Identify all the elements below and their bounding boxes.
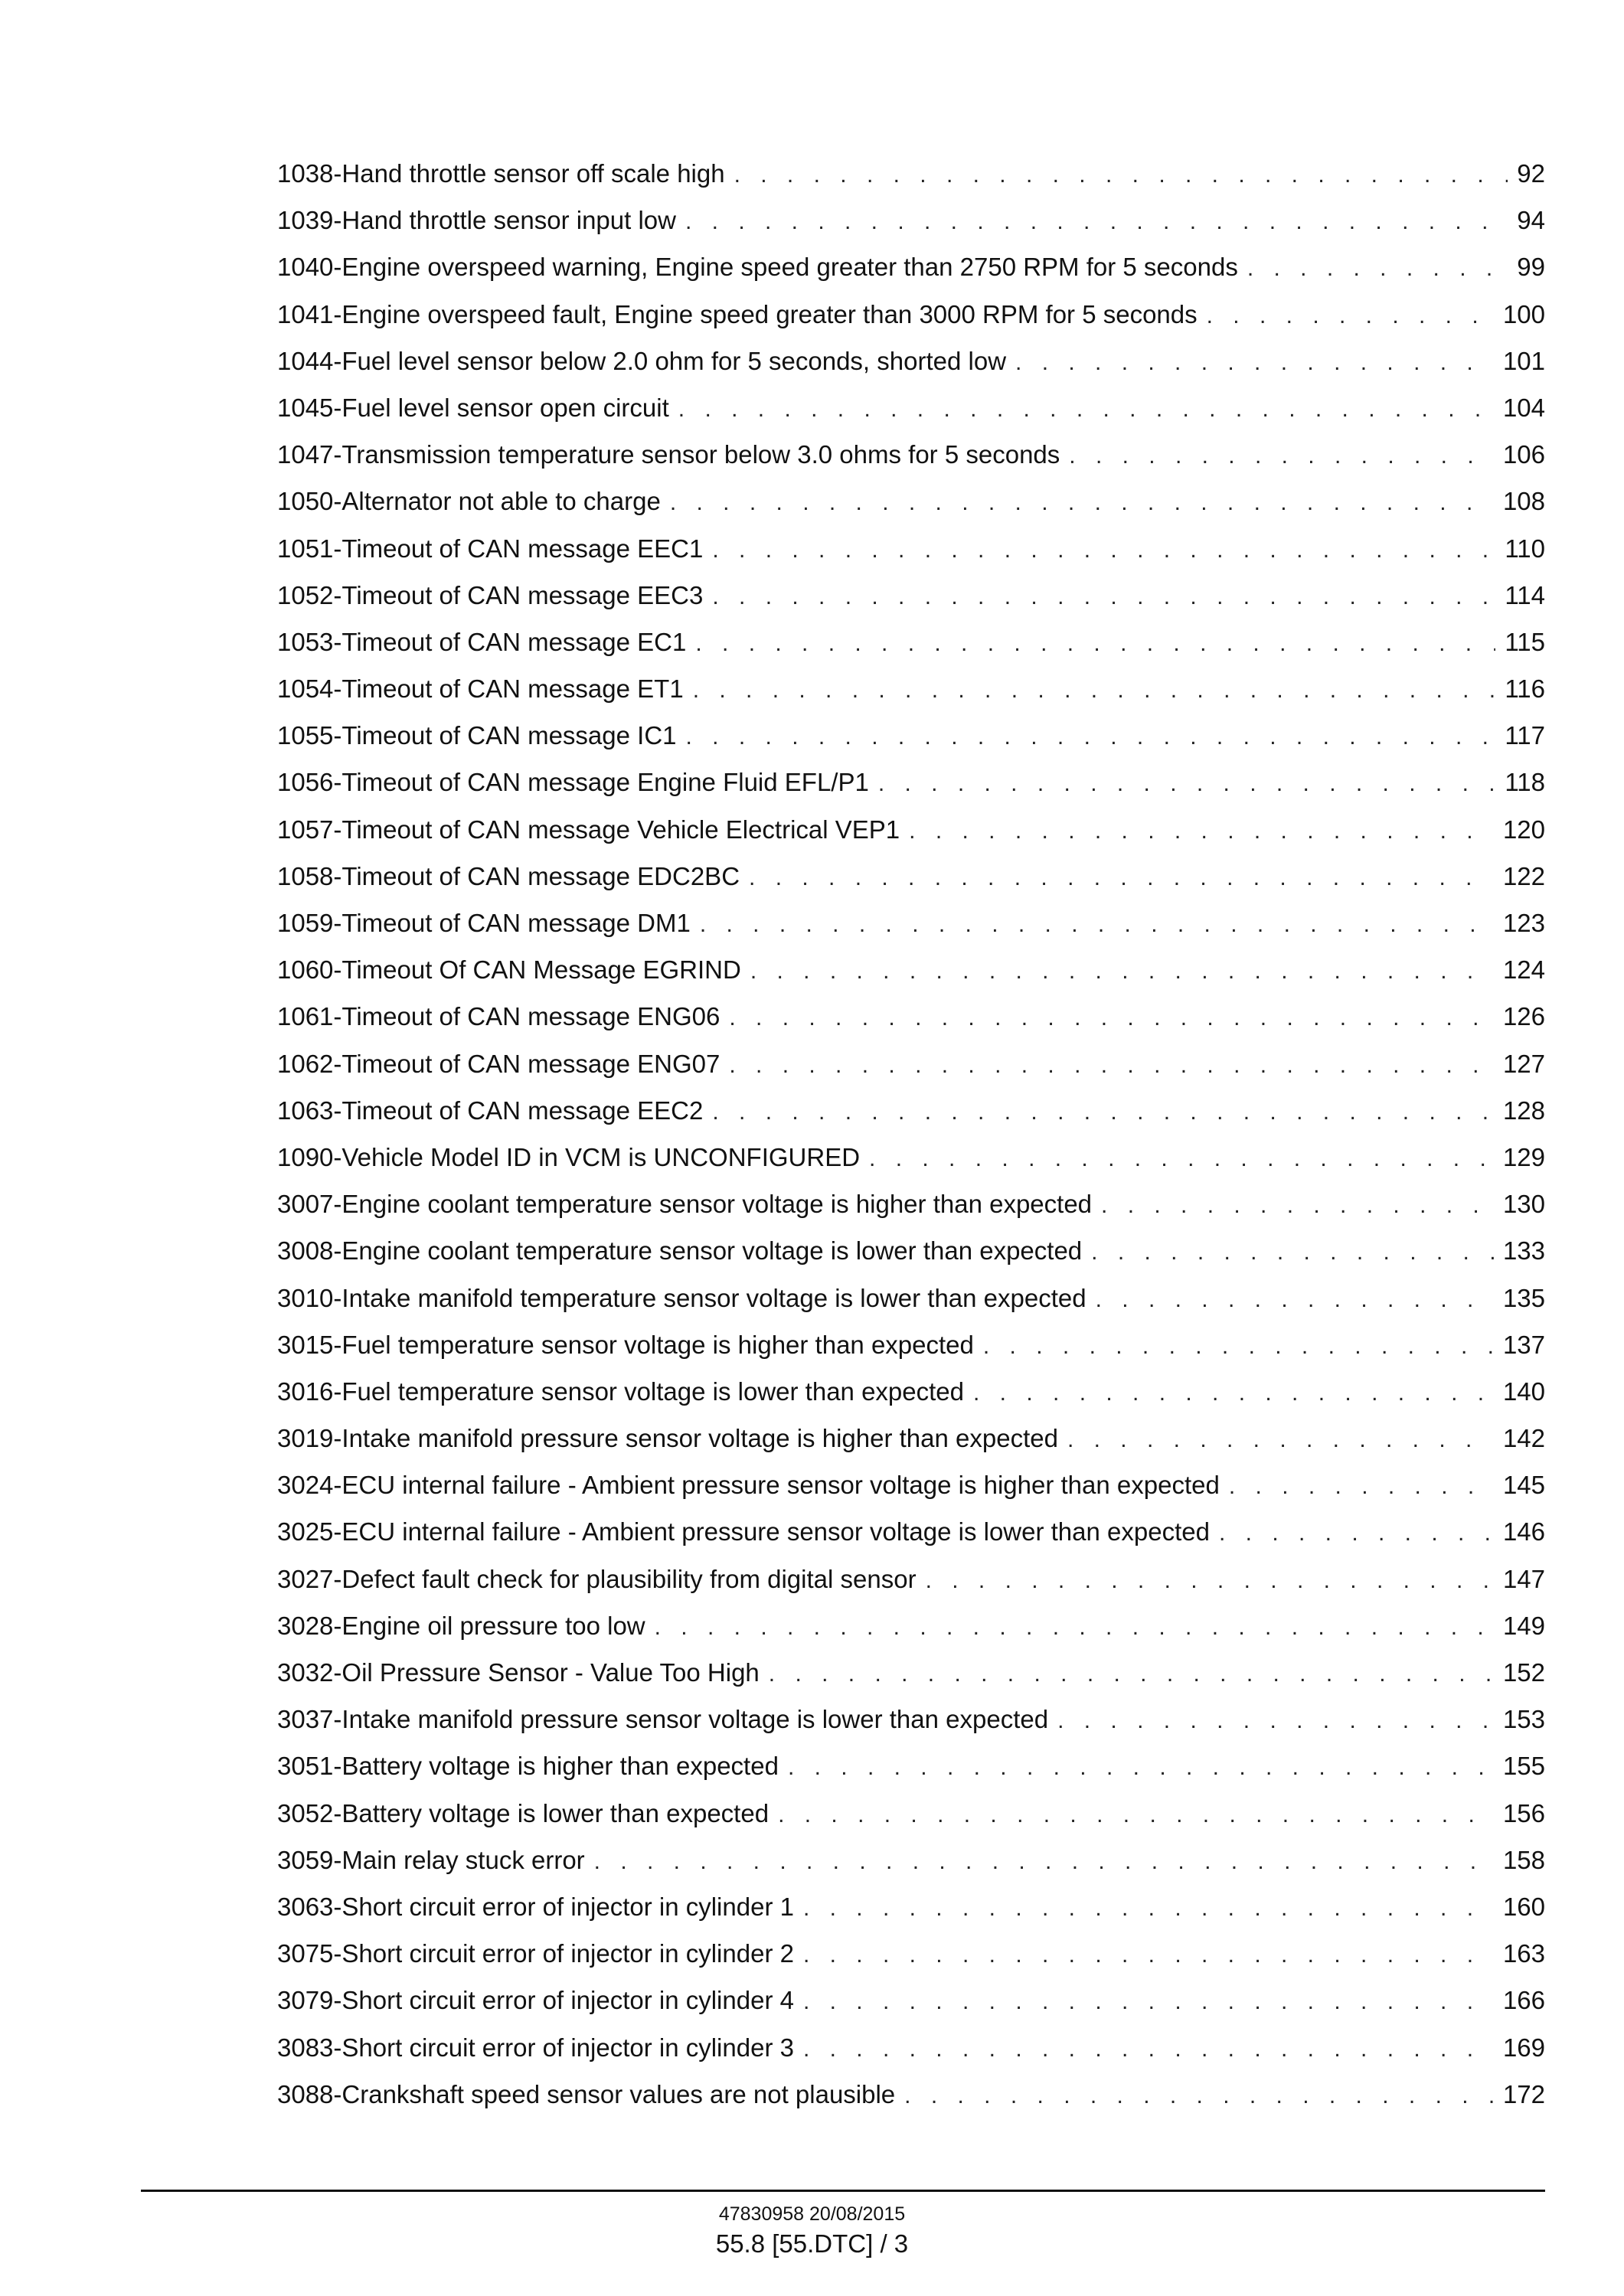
toc-entry-page-number: 147 (1502, 1564, 1545, 1593)
toc-entry-title: 1038-Hand throttle sensor off scale high (277, 159, 725, 188)
toc-entry-page-number: 149 (1502, 1611, 1545, 1640)
toc-entry-title: 1039-Hand throttle sensor input low (277, 206, 676, 235)
toc-entry-title: 1040-Engine overspeed warning, Engine speed greater than 2750 RPM for 5 seconds (277, 253, 1238, 282)
toc-entry[interactable] (277, 1837, 1545, 1883)
toc-dot-leader (1101, 1182, 1494, 1229)
toc-entry-page-number: 158 (1502, 1845, 1545, 1874)
toc-entry[interactable] (277, 1556, 1545, 1602)
toc-entry-title: 3024-ECU internal failure - Ambient pressure sensor voltage is higher than expected (277, 1471, 1220, 1500)
toc-entry-page-number: 128 (1502, 1096, 1545, 1125)
toc-dot-leader (1207, 292, 1494, 339)
toc-entry-title: 1059-Timeout of CAN message DM1 (277, 909, 691, 937)
toc-entry-page-number: 172 (1502, 2079, 1545, 2108)
toc-entry-title: 1051-Timeout of CAN message EEC1 (277, 534, 704, 563)
toc-entry-page-number: 122 (1502, 861, 1545, 890)
toc-entry-page-number: 92 (1517, 159, 1545, 188)
toc-entry-title: 1053-Timeout of CAN message EC1 (277, 627, 687, 656)
toc-entry-page-number: 145 (1502, 1471, 1545, 1500)
toc-dot-leader (878, 760, 1496, 807)
toc-dot-leader (1247, 245, 1508, 292)
toc-entry[interactable] (277, 572, 1545, 619)
toc-dot-leader (670, 479, 1494, 526)
toc-entry[interactable] (277, 993, 1545, 1040)
toc-entry-page-number: 135 (1502, 1283, 1545, 1312)
toc-entry-title: 3008-Engine coolant temperature sensor voltage is lower than expected (277, 1236, 1083, 1266)
toc-entry-page-number: 114 (1505, 580, 1545, 609)
toc-entry[interactable] (277, 384, 1545, 431)
toc-entry-page-number: 160 (1502, 1892, 1545, 1921)
toc-dot-leader (869, 1135, 1494, 1182)
toc-entry[interactable] (277, 1462, 1545, 1508)
toc-entry[interactable] (277, 431, 1545, 478)
toc-dot-leader (749, 854, 1494, 901)
toc-dot-leader (1057, 1697, 1494, 1744)
toc-dot-leader (700, 901, 1494, 948)
toc-entry-title: 1060-Timeout Of CAN Message EGRIND (277, 955, 741, 985)
toc-entry[interactable] (277, 665, 1545, 712)
toc-entry-title: 1058-Timeout of CAN message EDC2BC (277, 861, 740, 890)
toc-entry[interactable] (277, 759, 1545, 805)
toc-dot-leader (686, 714, 1496, 760)
toc-entry[interactable] (277, 150, 1545, 197)
toc-entry-title: 3083-Short circuit error of injector in cylinder 3 (277, 2033, 794, 2062)
toc-entry[interactable] (277, 525, 1545, 572)
toc-entry-page-number: 153 (1502, 1705, 1545, 1734)
toc-dot-leader (1091, 1229, 1494, 1275)
toc-entry[interactable] (277, 619, 1545, 665)
toc-entry-title: 1045-Fuel level sensor open circuit (277, 393, 669, 422)
toc-entry-page-number: 166 (1502, 1986, 1545, 2015)
toc-entry[interactable] (277, 1883, 1545, 1930)
toc-entry-page-number: 137 (1502, 1330, 1545, 1359)
toc-entry-page-number: 106 (1502, 440, 1545, 469)
toc-entry[interactable] (277, 853, 1545, 900)
toc-entry[interactable] (277, 1742, 1545, 1789)
toc-entry[interactable] (277, 900, 1545, 946)
toc-entry-page-number: 120 (1502, 815, 1545, 844)
toc-entry-page-number: 129 (1502, 1142, 1545, 1171)
toc-dot-leader (1219, 1510, 1494, 1556)
toc-entry-title: 1057-Timeout of CAN message Vehicle Electrical VEP1 (277, 815, 900, 844)
toc-entry-page-number: 146 (1502, 1517, 1545, 1546)
toc-entry-title: 1044-Fuel level sensor below 2.0 ohm for 5 seconds, shorted low (277, 346, 1007, 375)
toc-dot-leader (778, 1791, 1494, 1838)
toc-entry-title: 1062-Timeout of CAN message ENG07 (277, 1049, 721, 1078)
toc-dot-leader (1069, 433, 1494, 479)
toc-entry-page-number: 163 (1502, 1939, 1545, 1968)
toc-entry-page-number: 155 (1502, 1752, 1545, 1781)
toc-entry[interactable] (277, 1227, 1545, 1274)
toc-entry-title: 1052-Timeout of CAN message EEC3 (277, 580, 704, 609)
toc-entry-title: 1055-Timeout of CAN message IC1 (277, 721, 677, 750)
toc-entry-page-number: 94 (1517, 206, 1545, 235)
toc-entry[interactable] (277, 1790, 1545, 1837)
toc-entry[interactable] (277, 712, 1545, 759)
toc-entry[interactable] (277, 1415, 1545, 1462)
toc-entry[interactable] (277, 1134, 1545, 1181)
toc-entry-title: 3015-Fuel temperature sensor voltage is higher than expected (277, 1330, 974, 1359)
toc-entry[interactable] (277, 243, 1545, 290)
toc-entry-title: 1054-Timeout of CAN message ET1 (277, 674, 684, 704)
toc-entry-title: 3063-Short circuit error of injector in cylinder 1 (277, 1892, 794, 1921)
toc-dot-leader (750, 948, 1494, 994)
toc-entry-page-number: 115 (1505, 627, 1545, 656)
toc-dot-leader (594, 1838, 1494, 1885)
toc-dot-leader (803, 1978, 1494, 2025)
toc-entry-page-number: 127 (1502, 1049, 1545, 1078)
toc-entry-title: 3016-Fuel temperature sensor voltage is lower than expected (277, 1377, 965, 1406)
toc-entry-title: 3019-Intake manifold pressure sensor voltage is higher than expected (277, 1424, 1058, 1453)
footer-document-reference: 47830958 20/08/2015 (718, 2203, 906, 2225)
toc-entry-title: 3051-Battery voltage is higher than expected (277, 1752, 779, 1781)
toc-entry-page-number: 123 (1502, 909, 1545, 937)
toc-dot-leader (729, 1042, 1494, 1089)
toc-dot-leader (983, 1323, 1494, 1370)
toc-entry[interactable] (277, 1649, 1545, 1696)
toc-entry-page-number: 124 (1502, 955, 1545, 985)
toc-entry-page-number: 169 (1502, 2033, 1545, 2062)
toc-dot-leader (803, 2026, 1494, 2072)
toc-dot-leader (729, 994, 1494, 1041)
toc-entry-page-number: 117 (1505, 721, 1545, 750)
toc-dot-leader (712, 527, 1495, 573)
table-of-contents (277, 150, 1545, 2118)
toc-entry-page-number: 118 (1505, 768, 1545, 797)
toc-entry-title: 1047-Transmission temperature sensor below 3.0 ohms for 5 seconds (277, 440, 1060, 469)
toc-entry[interactable] (277, 1321, 1545, 1368)
toc-entry-page-number: 104 (1502, 393, 1545, 422)
toc-dot-leader (904, 2072, 1494, 2119)
toc-entry[interactable] (277, 478, 1545, 524)
toc-entry[interactable] (277, 946, 1545, 993)
toc-dot-leader (973, 1370, 1494, 1416)
toc-entry[interactable] (277, 1275, 1545, 1321)
toc-entry[interactable] (277, 197, 1545, 243)
toc-entry-title: 1063-Timeout of CAN message EEC2 (277, 1096, 704, 1125)
toc-entry-title: 3052-Battery voltage is lower than expected (277, 1798, 770, 1827)
toc-dot-leader (685, 198, 1508, 245)
toc-entry[interactable] (277, 1508, 1545, 1555)
toc-entry-page-number: 133 (1502, 1236, 1545, 1266)
toc-entry-title: 3028-Engine oil pressure too low (277, 1611, 645, 1640)
toc-dot-leader (655, 1604, 1494, 1651)
toc-dot-leader (803, 1885, 1494, 1932)
toc-entry-title: 3075-Short circuit error of injector in cylinder 2 (277, 1939, 794, 1968)
toc-entry-title: 3032-Oil Pressure Sensor - Value Too High (277, 1658, 760, 1687)
footer-page-reference: 55.8 [55.DTC] / 3 (715, 2229, 909, 2258)
toc-dot-leader (909, 808, 1494, 854)
toc-dot-leader (712, 573, 1495, 620)
toc-entry-page-number: 140 (1502, 1377, 1545, 1406)
toc-entry[interactable] (277, 2071, 1545, 2118)
toc-entry[interactable] (277, 291, 1545, 338)
toc-entry[interactable] (277, 1977, 1545, 2023)
toc-dot-leader (693, 667, 1496, 714)
toc-entry-title: 1050-Alternator not able to charge (277, 487, 661, 516)
toc-dot-leader (695, 620, 1495, 667)
toc-entry[interactable] (277, 1040, 1545, 1087)
toc-entry-page-number: 142 (1502, 1424, 1545, 1453)
toc-entry-page-number: 116 (1505, 674, 1545, 704)
toc-entry-page-number: 152 (1502, 1658, 1545, 1687)
toc-dot-leader (926, 1557, 1494, 1604)
toc-entry[interactable] (277, 1696, 1545, 1742)
toc-entry-title: 3088-Crankshaft speed sensor values are not plausible (277, 2079, 896, 2108)
toc-dot-leader (1015, 339, 1494, 386)
toc-entry-page-number: 101 (1502, 346, 1545, 375)
toc-entry-page-number: 126 (1502, 1002, 1545, 1031)
toc-entry-page-number: 108 (1502, 487, 1545, 516)
toc-entry-page-number: 110 (1505, 534, 1545, 563)
toc-entry[interactable] (277, 1087, 1545, 1134)
toc-entry-page-number: 100 (1502, 299, 1545, 328)
toc-entry[interactable] (277, 1368, 1545, 1415)
toc-entry[interactable] (277, 338, 1545, 384)
toc-entry-title: 3037-Intake manifold pressure sensor voltage is lower than expected (277, 1705, 1049, 1734)
toc-dot-leader (1096, 1276, 1494, 1323)
toc-entry[interactable] (277, 806, 1545, 853)
toc-dot-leader (788, 1744, 1494, 1791)
footer-divider (141, 2190, 1545, 2192)
toc-dot-leader (712, 1089, 1494, 1135)
toc-entry-title: 3079-Short circuit error of injector in cylinder 4 (277, 1986, 794, 2015)
toc-entry-title: 3027-Defect fault check for plausibility from digital sensor (277, 1564, 917, 1593)
toc-entry[interactable] (277, 1602, 1545, 1649)
toc-entry-page-number: 99 (1517, 253, 1545, 282)
toc-entry[interactable] (277, 2024, 1545, 2071)
toc-entry[interactable] (277, 1930, 1545, 1977)
toc-entry-title: 1041-Engine overspeed fault, Engine speed greater than 3000 RPM for 5 seconds (277, 299, 1198, 328)
toc-dot-leader (734, 152, 1508, 198)
toc-entry-title: 3010-Intake manifold temperature sensor voltage is lower than expected (277, 1283, 1086, 1312)
toc-entry-title: 3007-Engine coolant temperature sensor voltage is higher than expected (277, 1190, 1093, 1219)
toc-entry-title: 3025-ECU internal failure - Ambient pressure sensor voltage is lower than expected (277, 1517, 1210, 1546)
toc-dot-leader (803, 1932, 1494, 1978)
toc-dot-leader (1067, 1416, 1494, 1463)
toc-dot-leader (769, 1651, 1494, 1697)
toc-entry-title: 1090-Vehicle Model ID in VCM is UNCONFIGURED (277, 1142, 861, 1171)
toc-dot-leader (678, 386, 1494, 433)
toc-entry-page-number: 130 (1502, 1190, 1545, 1219)
toc-entry-title: 1056-Timeout of CAN message Engine Fluid EFL/P1 (277, 768, 869, 797)
toc-entry-title: 1061-Timeout of CAN message ENG06 (277, 1002, 721, 1031)
toc-entry-title: 3059-Main relay stuck error (277, 1845, 585, 1874)
toc-entry-page-number: 156 (1502, 1798, 1545, 1827)
toc-entry[interactable] (277, 1181, 1545, 1227)
toc-dot-leader (1229, 1463, 1494, 1510)
